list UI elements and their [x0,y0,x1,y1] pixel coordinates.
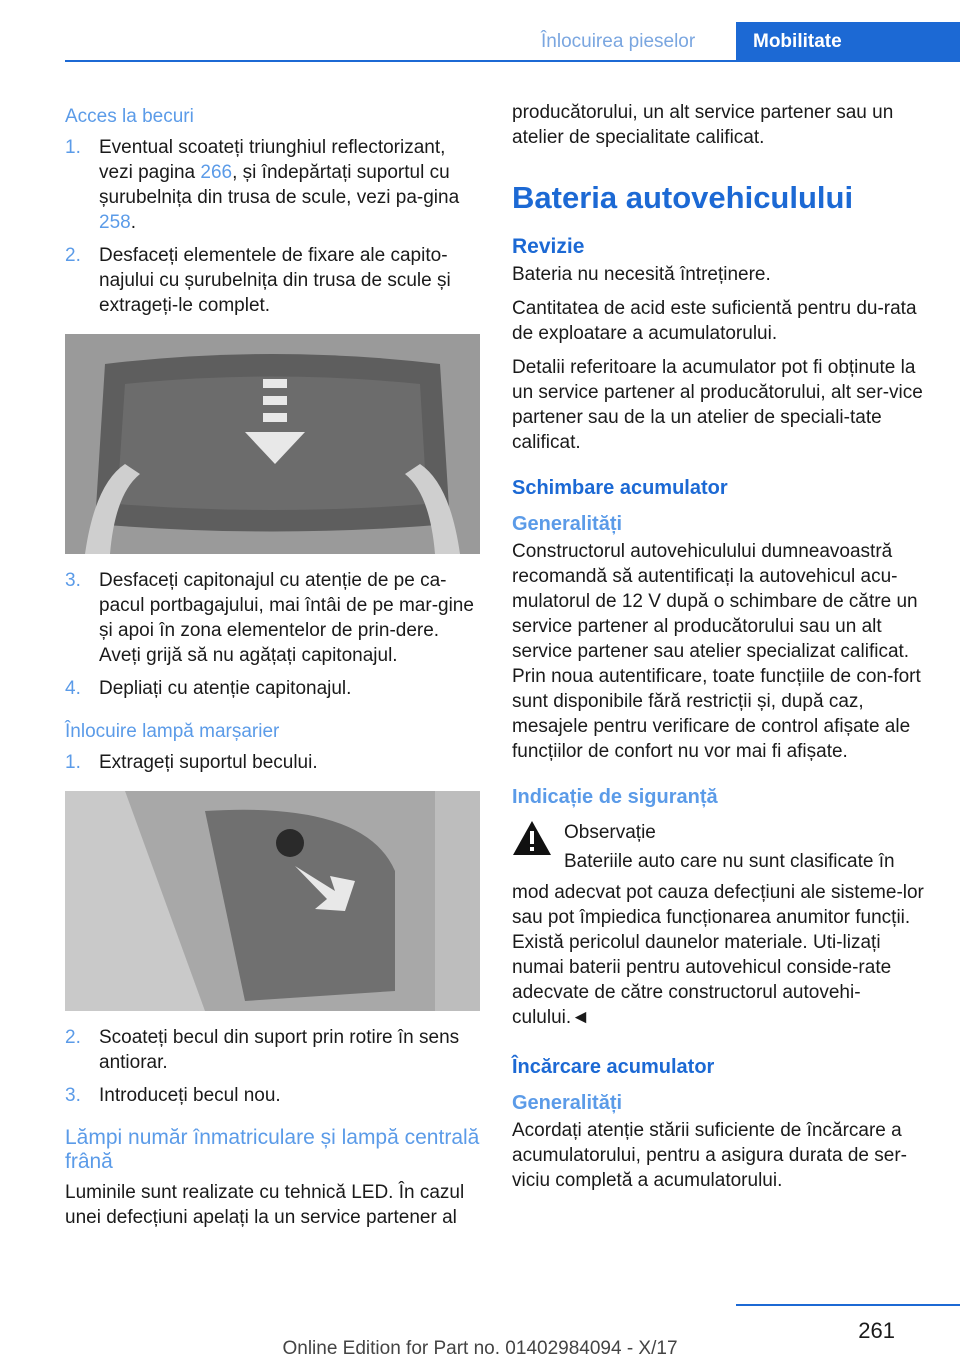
marsarier-heading: Înlocuire lampă marșarier [65,721,280,742]
page-link-258[interactable]: 258 [99,212,131,233]
bateria-heading: Bateria autovehiculului [512,180,854,215]
step-item [65,1025,480,1075]
trunk-lining-figure [65,334,480,554]
step-item [65,750,480,775]
warning-label: Observație [564,822,656,843]
step-number: 2. [65,1027,81,1048]
header-chapter-label: Mobilitate [753,31,842,52]
step-item [65,1083,480,1108]
revizie-paragraph-2: Cantitatea de acid este suficientă pentru du-rata de exploatare a acumulatorului. [512,298,917,344]
step-text: Desfaceți capitonajul cu atenție de pe ca-pacul portbagajului, mai întâi de pe mar-gine și apoi în zona elementelor de prin-dere. Aveți grijă să nu agățați capitonajul. [99,570,474,666]
step-text: Desfaceți elementele de fixare ale capito-najului cu șurubelnița din trusa de scule și extrageți-le complet. [99,245,451,316]
warning-text: mod adecvat pot cauza defecțiuni ale sisteme-lor sau pot împiedica funcționarea anumitor funcții. Există pericolul daunelor materiale. Uti-lizați numai baterii pentru autovehicul conside-rate adecvate de către constructorul autovehi-culului.◄ [512,882,924,1028]
step-number: 3. [65,1085,81,1106]
warning-block [512,820,928,874]
header-chapter-tab[interactable] [736,22,960,62]
step-text: Eventual scoateți triunghiul reflectorizant, vezi pagina 266, și îndepărtați suportul cu șurubelnița din trusa de scule, vezi pa-gina 258. [99,137,460,233]
footer-edition: Online Edition for Part no. 01402984094 - X/17 [282,1338,678,1359]
step-number: 1. [65,752,81,773]
step-number: 2. [65,245,81,266]
page-number-rule [736,1304,960,1306]
generalitati-2-heading: Generalități [512,1092,623,1114]
step-item [65,243,480,318]
generalitati-2-paragraph: Acordați atenție stării suficiente de încărcare a acumulatorului, pentru a asigura durata de ser-viciu completă a acumulatorului. [512,1120,908,1191]
revizie-paragraph-1: Bateria nu necesită întreținere. [512,264,771,285]
page-link-266[interactable]: 266 [200,162,233,183]
revizie-paragraph-3: Detalii referitoare la acumulator pot fi obținute la un service partener al producătorului, alt ser-vice partener sau de la un atelier de speciali-tate calificat. [512,357,923,453]
generalitati-paragraph: Constructorul autovehiculului dumneavoastră recomandă să autentificați la autovehicul acu-mulatorul de 12 V după o schimbare de către un service partener al producătorului sau un alt service partener sau atelier specializat calificat. Prin noua autentificare, toate funcțiile de con-fort sunt disponibile fără restricții și, după caz, mesajele pentru verificare de control afișate ale funcțiilor de confort nu vor mai fi afișate. [512,541,921,762]
step-number: 1. [65,137,81,158]
step-text: Introduceți becul nou. [99,1085,281,1106]
warning-icon [512,820,552,856]
step-text: Extrageți suportul becului. [99,752,318,773]
lampi-heading: Lămpi număr înmatriculare și lampă centrală frână [65,1126,480,1173]
step-number: 3. [65,570,81,591]
step-item [65,135,480,235]
page-number: 261 [858,1318,895,1343]
continued-paragraph: producătorului, un alt service partener sau un atelier de specialitate calificat. [512,102,894,148]
step-item [65,676,480,701]
step-item [65,568,480,668]
right-column [512,100,928,1202]
warning-lead [564,820,895,874]
step-text: Scoateți becul din suport prin rotire în sens antiorar. [99,1027,460,1073]
reverse-lamp-figure [65,791,480,1011]
header-section-title: Înlocuirea pieselor [541,31,696,52]
revizie-heading: Revizie [512,235,585,258]
acces-heading: Acces la becuri [65,106,194,127]
step-text: Depliați cu atenție capitonajul. [99,678,352,699]
warning-text-first: Bateriile auto care nu sunt clasificate în [564,851,895,872]
schimbare-heading: Schimbare acumulator [512,477,728,499]
step-number: 4. [65,678,81,699]
indicatie-heading: Indicație de siguranță [512,786,718,808]
generalitati-heading: Generalități [512,513,623,535]
lampi-paragraph: Luminile sunt realizate cu tehnică LED. În cazul unei defecțiuni apelați la un service partener al [65,1182,465,1228]
incarcare-heading: Încărcare acumulator [512,1056,715,1078]
left-column [65,100,480,1239]
